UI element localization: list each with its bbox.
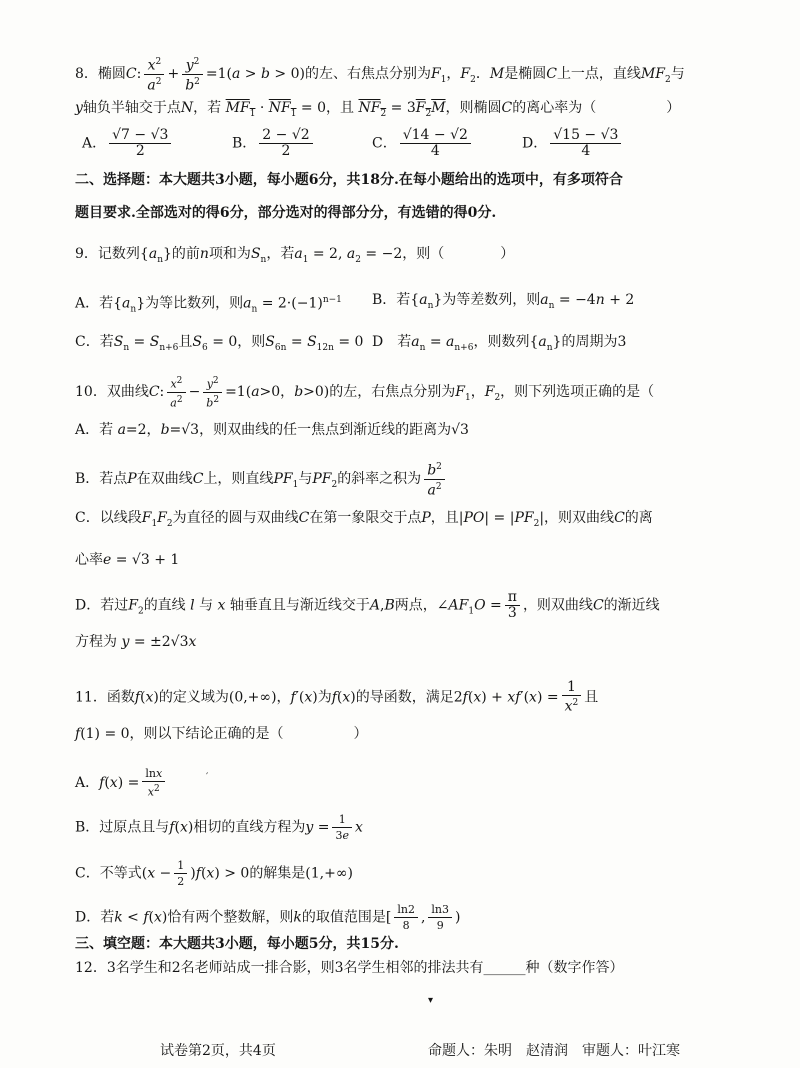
- page-number: 试卷第2页，共4页: [160, 1043, 276, 1059]
- q10-option-c-line1: C．以线段$F_1F_2$为直径的圆与双曲线C在第一象限交于点P，且$|PO| = |PF_2|$，则双曲线C的离: [75, 510, 653, 529]
- q10-option-b: B．若点P在双曲线C上，则直线$PF_1$与$PF_2$的斜率之积为 $\frac{b^2}{a^2}$: [75, 460, 448, 498]
- q8-option-c: C． $\frac{√14 - √2}{4}$: [372, 128, 474, 159]
- q8-option-d: D． $\frac{√15 - √3}{4}$: [522, 128, 624, 159]
- q11-line1: 11．函数f(x)的定义域为(0,+∞)，f′(x)为f(x)的导函数，满足2f(x) + xf′(x) = $\frac{1}{x^2}$ 且: [75, 679, 599, 715]
- q11-option-d: D．若k < f(x)恰有两个整数解，则k的取值范围是[ $\frac{\ln 2}{8}$ , $\frac{\ln 3}{9}$ ): [75, 903, 461, 932]
- q10-stem: 10．双曲线C: $\frac{x^2}{a^2}$ − $\frac{y^2}{b^2}$ =1(a>0，b>0)的左，右焦点分别为$F_1$，$F_2$，则下列选项正确的是（: [75, 376, 655, 410]
- q10-option-d-line2: 方程为 y = ±2√3x: [75, 634, 197, 650]
- q9-option-b: B．若$\{a_n\}$为等差数列，则$a_n = -4n + 2$: [372, 292, 635, 311]
- q8-line2: y轴负半轴交于点N，若 $MF_1 \cdot NF_1 = 0$，且 $NF_2 = 3F_2M$，则椭圆C的离心率为（ ）: [75, 100, 681, 119]
- q10-option-a: A．若 a=2，b=√3，则双曲线的任一焦点到渐近线的距离为√3: [75, 422, 469, 438]
- q10-option-d-line1: D．若过$F_2$的直线 l 与 x 轴垂直且与渐近线交于A,B两点，$\angle AF_1O$ = $\frac{\pi}{3}$ ，则双曲线C的渐近线: [75, 589, 660, 621]
- q8-line1: 8．椭圆C: $\frac{x^2}{a^2}$ + $\frac{y^2}{b^2}$ =1(a > b > 0)的左、右焦点分别为$F_1$，$F_2$．M是椭圆C上一点，直线$MF_2$与: [75, 57, 685, 94]
- q11-line2: f(1) = 0，则以下结论正确的是（ ）: [75, 726, 368, 742]
- author-credits: 命题人：朱明 赵清润 审题人：叶江寒: [428, 1043, 680, 1059]
- q11-option-c: C．不等式(x − $\frac{1}{2}$ )f(x) > 0的解集是(1,+∞): [75, 859, 353, 888]
- q11-option-b: B．过原点且与f(x)相切的直线方程为y = $\frac{1}{3e}$ x: [75, 813, 363, 842]
- q9-option-a: A．若$\{a_n\}$为等比数列，则$a_n = 2\cdot(-1)^{n-1}$: [75, 295, 342, 315]
- section3-heading: 三、填空题：本大题共3小题，每小题5分，共15分.: [75, 936, 399, 952]
- q10-option-c-line2: 心率e = √3 + 1: [75, 552, 180, 568]
- section2-heading-line1: 二、选择题：本大题共3小题，每小题6分，共18分.在每小题给出的选项中，有多项符合: [75, 172, 623, 188]
- q8-option-b: B． $\frac{2 - √2}{2}$: [232, 128, 316, 159]
- q8-option-a: A． $\frac{√7 - √3}{2}$: [82, 128, 174, 159]
- q11-option-a: A．f(x) = $\frac{\ln x}{x^2}$: [75, 766, 168, 800]
- stray-mark: ′: [206, 772, 209, 783]
- q9-stem: 9．记数列$\{a_n\}$的前n项和为$S_n$，若$a_1 = 2$, $a_2 = -2$，则（ ）: [75, 246, 515, 265]
- stray-dot: ▾: [428, 995, 434, 1006]
- q9-option-d: D 若$a_n = a_{n+6}$，则数列$\{a_n\}$的周期为3: [372, 334, 627, 353]
- q12-question: 12．3名学生和2名老师站成一排合影，则3名学生相邻的排法共有______种（数字作答）: [75, 960, 624, 976]
- section2-heading-line2: 题目要求.全部选对的得6分，部分选对的得部分分，有选错的得0分.: [75, 205, 497, 221]
- q9-option-c: C．若$S_n = S_{n+6}$且$S_6 = 0$，则$S_{6n} = S_{12n} = 0$: [75, 334, 364, 353]
